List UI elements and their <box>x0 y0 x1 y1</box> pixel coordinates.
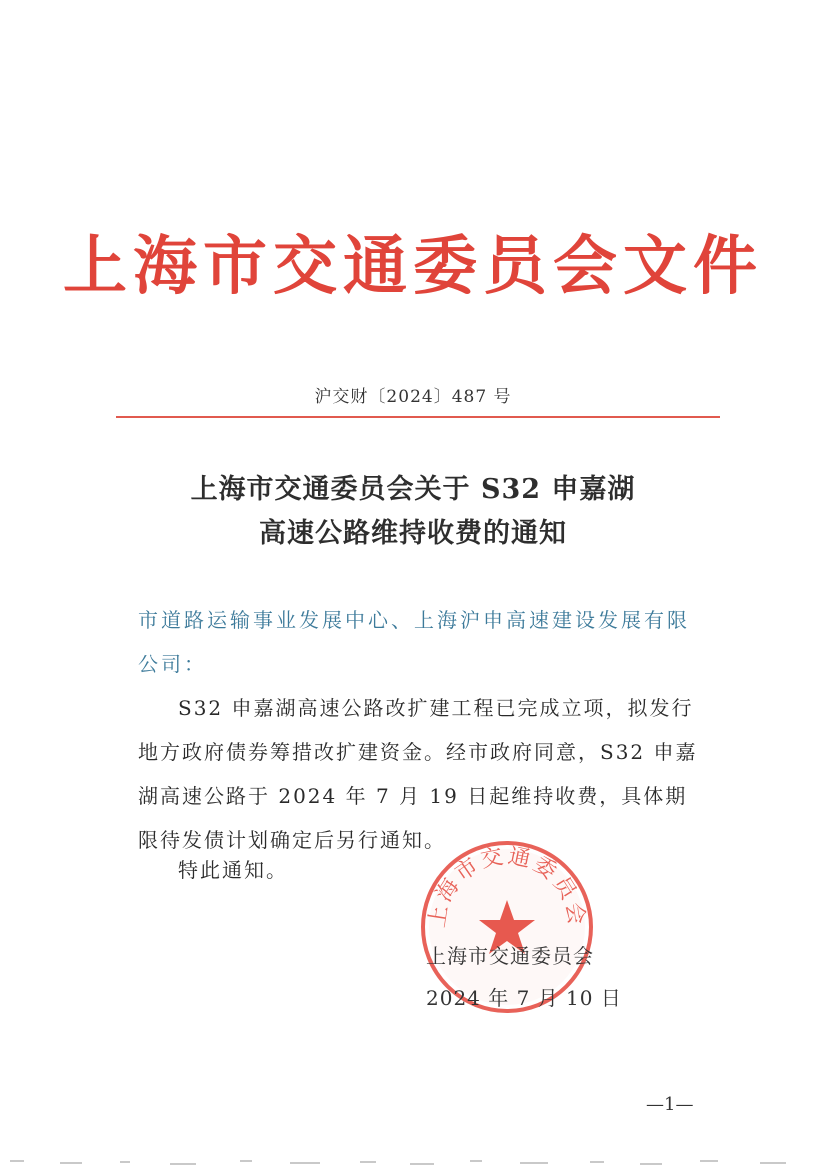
signing-authority: 上海市交通委员会 <box>426 944 594 968</box>
body-paragraph: S32 申嘉湖高速公路改扩建工程已完成立项，拟发行地方政府债券筹措改扩建资金。经市政府同意，S32 申嘉湖高速公路于 2024 年 7 月 19 日起维持收费，具体期限待发债计划确定后另行通知。 <box>138 696 698 852</box>
masthead-title: 上海市交通委员会文件 <box>63 229 763 304</box>
notice-title-line-2: 高速公路维持收费的通知 <box>259 518 567 549</box>
seal-text: 上海市交通委员会 <box>425 843 589 930</box>
scan-noise-strip <box>0 1150 826 1169</box>
notice-title <box>0 468 826 556</box>
closing-remark: 特此通知。 <box>178 858 288 882</box>
page-number: —1— <box>646 1094 694 1115</box>
notice-title-line-1: 上海市交通委员会关于 S32 申嘉湖 <box>190 474 636 505</box>
red-divider-line <box>116 416 720 418</box>
addressee: 市道路运输事业发展中心、上海沪申高速建设发展有限公司： <box>138 608 690 676</box>
document-number: 沪交财〔2024〕487 号 <box>314 387 512 407</box>
signing-date: 2024 年 7 月 10 日 <box>426 986 622 1010</box>
